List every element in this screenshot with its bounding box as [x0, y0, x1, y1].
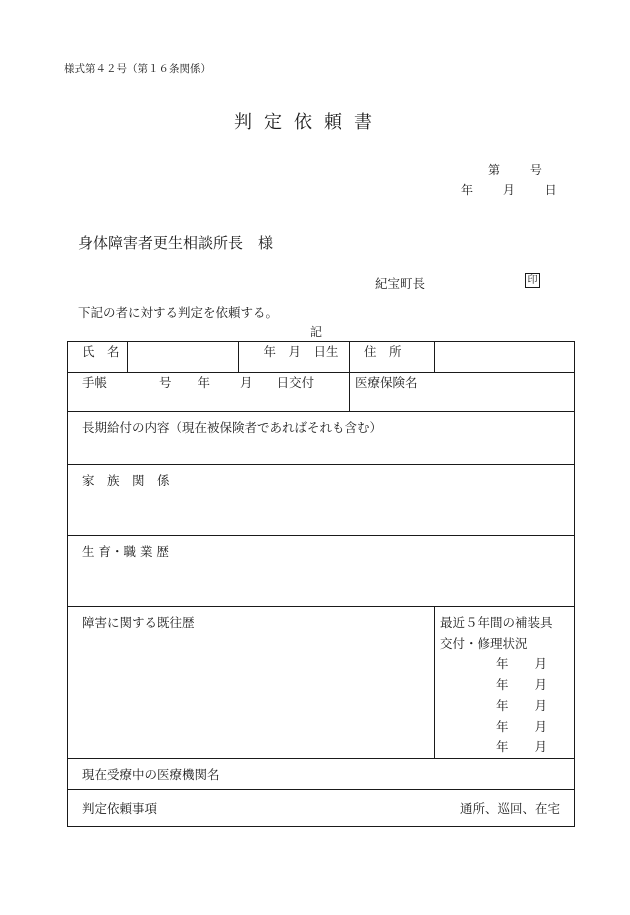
request-items-field[interactable]	[68, 789, 575, 826]
form-number: 様式第４２号（第１６条関係）	[64, 63, 211, 75]
seal-icon: 印	[525, 273, 540, 288]
history-label: 生 育・職 業 歴	[82, 544, 169, 559]
document-number-line: 第 号	[488, 163, 542, 177]
device-row: 年 月	[496, 739, 547, 755]
device-row: 年 月	[496, 677, 547, 693]
insurance-field[interactable]	[350, 373, 575, 412]
intro-text: 下記の者に対する判定を依頼する。	[78, 305, 279, 320]
document-title: 判定依頼書	[234, 112, 384, 133]
institution-row	[68, 758, 575, 789]
issuer: 紀宝町長	[375, 276, 426, 291]
ki-heading: 記	[310, 325, 323, 339]
request-items-label: 判定依頼事項	[82, 800, 158, 816]
long-term-benefit-label: 長期給付の内容（現在被保険者であればそれも含む）	[82, 420, 383, 435]
address-label: 住 所	[350, 342, 435, 373]
handbook-field[interactable]	[68, 373, 350, 412]
handbook-issue-day-label: 日交付	[276, 375, 315, 390]
device-row: 年 月	[496, 656, 547, 672]
history-row	[68, 536, 575, 607]
name-label: 氏 名	[68, 342, 128, 373]
family-label: 家 族 関 係	[82, 473, 170, 488]
device-status-field[interactable]	[435, 607, 575, 759]
document-date-line: 年 月 日	[461, 183, 557, 197]
device-status-subtitle: 交付・修理状況	[440, 635, 528, 651]
current-institution-label: 現在受療中の医療機関名	[82, 766, 220, 782]
disability-history-field[interactable]	[68, 607, 435, 759]
insurance-label: 医療保険名	[355, 375, 418, 390]
handbook-label: 手帳	[82, 375, 108, 390]
benefit-row	[68, 412, 575, 465]
handbook-row	[68, 373, 575, 412]
disability-row	[68, 607, 575, 759]
request-form-table	[67, 341, 575, 827]
family-row	[68, 465, 575, 536]
device-row: 年 月	[496, 718, 547, 734]
family-field[interactable]	[68, 465, 575, 536]
request-options[interactable]: 通所、巡回、在宅	[460, 800, 561, 816]
name-row	[68, 342, 575, 373]
device-status-title: 最近５年間の補装具	[440, 615, 553, 630]
handbook-number-label: 号	[159, 375, 172, 390]
handbook-month-label: 月	[240, 375, 253, 390]
history-field[interactable]	[68, 536, 575, 607]
name-field[interactable]	[128, 342, 239, 373]
request-row	[68, 789, 575, 826]
dob-label: 年 月 日生	[239, 342, 350, 373]
current-institution-field[interactable]	[68, 758, 575, 789]
long-term-benefit-field[interactable]	[68, 412, 575, 465]
device-row: 年 月	[496, 697, 547, 713]
disability-history-label: 障害に関する既往歴	[82, 615, 195, 630]
addressee: 身体障害者更生相談所長 様	[78, 234, 274, 252]
handbook-year-label: 年	[197, 375, 211, 390]
address-field[interactable]	[435, 342, 575, 373]
